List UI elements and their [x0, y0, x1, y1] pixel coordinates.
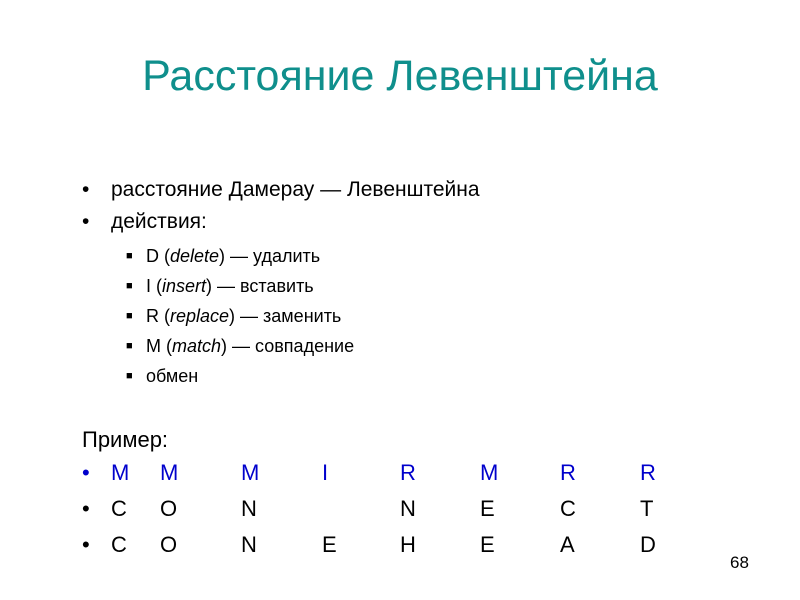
bullet-icon: • [82, 178, 90, 201]
example-cell: E [480, 532, 495, 557]
example-cell: C [560, 496, 576, 521]
example-cell: M [160, 460, 179, 485]
bullet-text: действия: [111, 210, 207, 233]
example-cell: M [241, 460, 260, 485]
action-description: обмен [146, 366, 199, 386]
example-cell: R [640, 460, 656, 485]
bullet-icon: • [82, 532, 90, 557]
action-word: match [172, 336, 222, 356]
square-bullet-icon: ■ [126, 280, 133, 292]
action-item-delete: ■ D (delete) — удалить [126, 246, 321, 266]
example-cell: D [640, 532, 656, 557]
example-cell: H [400, 532, 416, 557]
example-label: Пример: [82, 427, 169, 452]
action-description: — заменить [240, 306, 342, 326]
action-word: replace [170, 306, 230, 326]
example-cell: E [480, 496, 495, 521]
bullet-item [82, 177, 480, 203]
page-number: 68 [730, 553, 749, 572]
square-bullet-icon: ■ [126, 370, 133, 382]
example-row-target [0, 530, 800, 560]
bullet-icon: • [82, 210, 90, 233]
example-cell: N [241, 496, 257, 521]
example-row-source [0, 494, 800, 524]
example-cell: R [400, 460, 416, 485]
bullet-icon: • [82, 496, 90, 521]
example-cell: N [241, 532, 257, 557]
example-cell: R [560, 460, 576, 485]
example-cell: N [400, 496, 416, 521]
square-bullet-icon: ■ [126, 310, 133, 322]
square-bullet-icon: ■ [126, 250, 133, 262]
action-description: — совпадение [232, 336, 355, 356]
example-cell: O [160, 496, 178, 521]
example-cell: M [111, 460, 130, 485]
example-cell: I [322, 460, 329, 485]
square-bullet-icon: ■ [126, 340, 133, 352]
bullet-item [82, 209, 207, 235]
example-cell: E [322, 532, 337, 557]
example-row-operations [0, 458, 800, 488]
example-cell: O [160, 532, 178, 557]
action-letter: M [146, 336, 161, 356]
slide-title: Расстояние Левенштейна [142, 52, 658, 100]
example-cell: A [560, 532, 575, 557]
action-description: — удалить [230, 246, 321, 266]
example-cell: C [111, 496, 127, 521]
action-item-insert: ■ I (insert) — вставить [126, 276, 314, 296]
action-word: insert [162, 276, 207, 296]
action-letter: D [146, 246, 159, 266]
action-item-match: ■ M (match) — совпадение [126, 336, 355, 356]
action-word: delete [170, 246, 220, 266]
bullet-text: расстояние Дамерау — Левенштейна [111, 178, 480, 201]
example-cell: C [111, 532, 127, 557]
action-item-swap [126, 364, 198, 388]
action-description: — вставить [217, 276, 314, 296]
action-item-replace: ■ R (replace) — заменить [126, 306, 342, 326]
bullet-icon: • [82, 460, 90, 485]
action-letter: I [146, 276, 152, 296]
example-cell: M [480, 460, 499, 485]
action-letter: R [146, 306, 159, 326]
example-cell: T [640, 496, 654, 521]
